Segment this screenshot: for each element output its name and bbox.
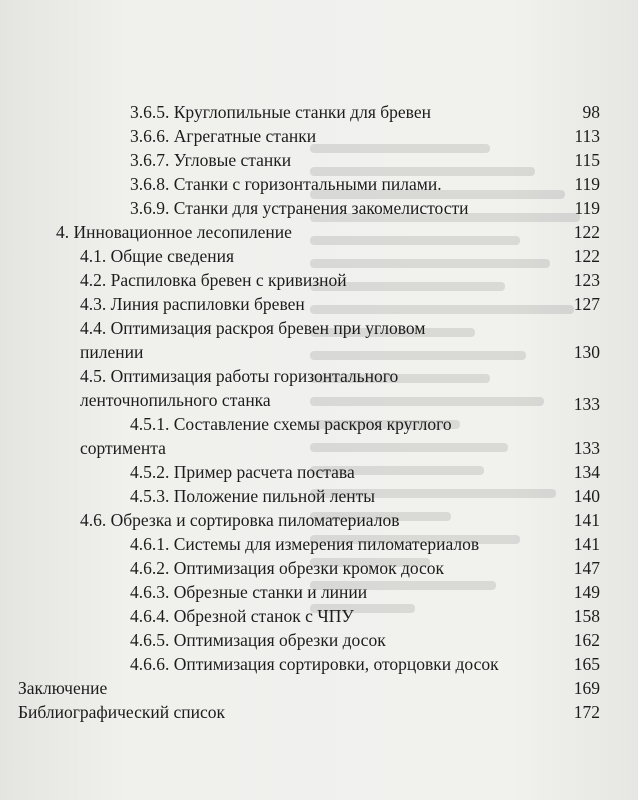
- toc-entry-page: 140: [573, 486, 600, 506]
- toc-entry-page: 141: [573, 534, 600, 554]
- toc-entry-title: 3.6.6. Агрегатные станки: [130, 126, 317, 146]
- toc-entry-title: 3.6.9. Станки для устранения закомелистости: [130, 198, 469, 218]
- toc-entry-page: 113: [574, 126, 600, 146]
- toc-entry-page: 119: [574, 198, 600, 218]
- toc-entry-page: 133: [573, 394, 600, 414]
- toc-entry: [0, 364, 638, 412]
- toc-entry-title: 4.5.1. Составление схемы раскроя круглого сортимента: [80, 414, 452, 458]
- toc-entry-title: 4.6.6. Оптимизация сортировки, оторцовки досок: [130, 654, 499, 674]
- toc-entry-page: 119: [574, 174, 600, 194]
- toc-entry-title: 4.4. Оптимизация раскроя бревен при угловом пилении: [80, 318, 426, 362]
- toc-entry-title: 4.5.2. Пример расчета постава: [130, 462, 355, 482]
- toc-entry-title: 4.5.3. Положение пильной ленты: [130, 486, 376, 506]
- toc-entry-page: 165: [573, 654, 600, 674]
- toc-entry-page: 162: [573, 630, 600, 650]
- toc-entry-title: 4.3. Линия распиловки бревен: [80, 294, 305, 314]
- toc-entry-page: 98: [582, 102, 600, 122]
- toc-entry-page: 133: [573, 438, 600, 458]
- toc-chapter-title: Библиографический список: [18, 702, 226, 722]
- toc-chapter-title: Заключение: [18, 678, 108, 698]
- toc-entry-title: 4.6. Обрезка и сортировка пиломатериалов: [80, 510, 400, 530]
- toc-entry: [0, 316, 638, 364]
- toc-entry-title: 4.6.2. Оптимизация обрезки кромок досок: [130, 558, 445, 578]
- toc-entry-page: 115: [574, 150, 600, 170]
- toc-entry-page: 158: [573, 606, 600, 626]
- toc-entry-title: 4.6.1. Системы для измерения пиломатериалов: [130, 534, 480, 554]
- toc-entry-page: 172: [573, 702, 600, 722]
- toc-entry-page: 122: [573, 246, 600, 266]
- toc-entry-title: 3.6.5. Круглопильные станки для бревен: [130, 102, 431, 122]
- toc-entry-page: 130: [573, 342, 600, 362]
- toc-entry-title: 3.6.8. Станки с горизонтальными пилами.: [130, 174, 442, 194]
- toc-entry-page: 141: [573, 510, 600, 530]
- toc-entry-title: 4.6.5. Оптимизация обрезки досок: [130, 630, 386, 650]
- toc-entry-title: 4.6.4. Обрезной станок с ЧПУ: [130, 606, 354, 626]
- toc-entry-page: 122: [573, 222, 600, 242]
- toc-entry-title: 3.6.7. Угловые станки: [130, 150, 292, 170]
- toc-entry-title: 4.1. Общие сведения: [80, 246, 235, 266]
- toc-entry-title: 4.6.3. Обрезные станки и линии: [130, 582, 368, 602]
- toc-entry-title: 4.5. Оптимизация работы горизонтального ленточнопильного станка: [80, 366, 399, 410]
- toc-entry-page: 149: [573, 582, 600, 602]
- toc-entry: [0, 412, 638, 460]
- toc-entry-page: 127: [573, 294, 600, 314]
- toc-entry-title: 4.2. Распиловка бревен с кривизной: [80, 270, 347, 290]
- toc-entry-page: 169: [573, 678, 600, 698]
- toc-entry-page: 147: [573, 558, 600, 578]
- toc-chapter-title: 4. Инновационное лесопиление: [56, 222, 292, 242]
- toc-entry-page: 134: [573, 462, 600, 482]
- toc-entry-page: 123: [573, 270, 600, 290]
